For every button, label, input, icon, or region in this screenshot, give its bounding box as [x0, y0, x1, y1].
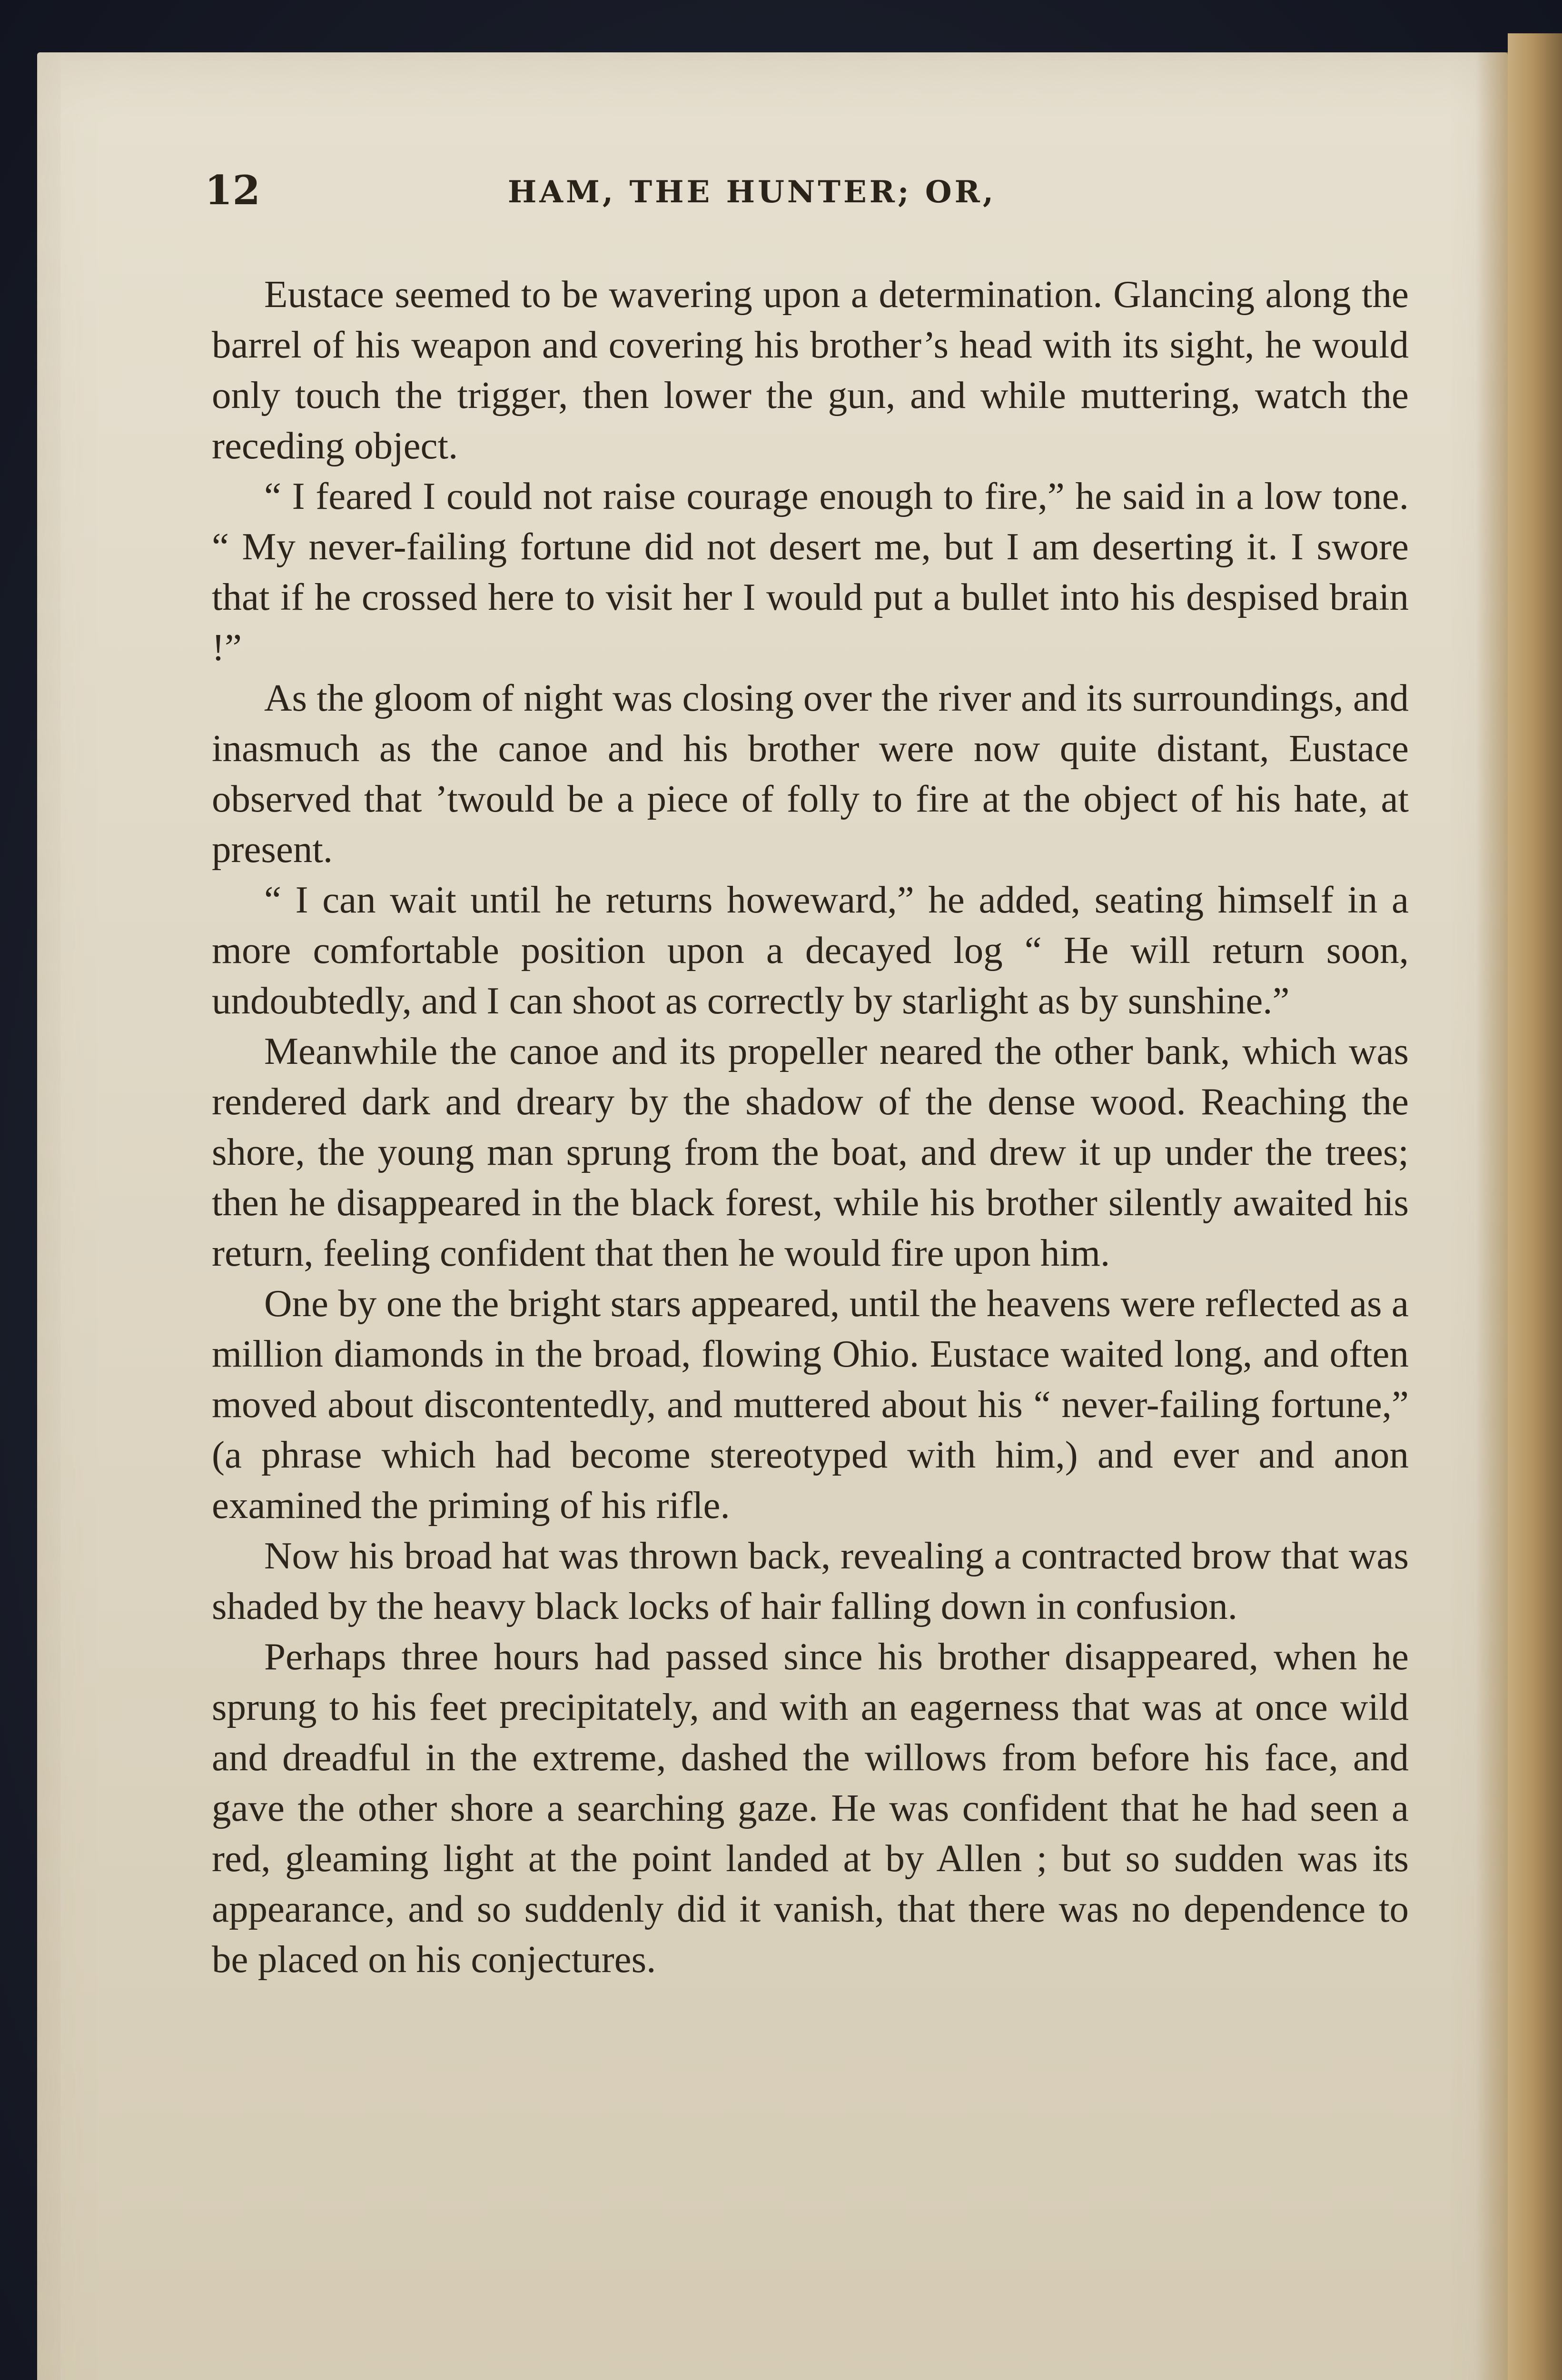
paragraph: Eustace seemed to be wavering upon a determination. Glancing along the barrel of his weapon and covering his brother’s head with its sight, he would only touch the trigger, then lower the gun, and while muttering, watch the receding object.	[212, 273, 1409, 467]
paragraph: Now his broad hat was thrown back, revealing a contracted brow that was shaded by the heavy black locks of hair falling down in confusion.	[212, 1534, 1409, 1627]
paragraph: Meanwhile the canoe and its propeller neared the other bank, which was rendered dark and dreary by the shadow of the dense wood. Reaching the shore, the young man sprung from the boat, and drew it up under the trees; then he disappeared in the black forest, while his brother silently awaited his return, feeling confident that then he would fire upon him.	[212, 1030, 1409, 1274]
running-title: HAM, THE HUNTER; OR,	[507, 174, 997, 210]
page-number: 12	[205, 167, 260, 214]
body-text	[212, 269, 1409, 1984]
book-spine	[1508, 33, 1562, 2380]
page-edge-shadow	[1475, 52, 1508, 2380]
paragraph: As the gloom of night was closing over the river and its surroundings, and inasmuch as the canoe and his brother were now quite distant, Eustace observed that ’twould be a piece of folly to fire at the object of his hate, at present.	[212, 676, 1409, 871]
paragraph: Perhaps three hours had passed since his brother disappeared, when he sprung to his feet precipitately, and with an eagerness that was at once wild and dreadful in the extreme, dashed the willows from before his face, and gave the other shore a searching gaze. He was confident that he had seen a red, gleaming light at the point landed at by Allen ; but so sudden was its appearance, and so suddenly did it vanish, that there was no dependence to be placed on his conjectures.	[212, 1635, 1409, 1981]
running-head	[205, 167, 1299, 219]
paragraph: One by one the bright stars appeared, until the heavens were reflected as a million diamonds in the broad, flowing Ohio. Eustace waited long, and often moved about discontentedly, and muttered about his “ never-failing fortune,” (a phrase which had become stereotyped with him,) and ever and anon examined the priming of his rifle.	[212, 1282, 1409, 1527]
paragraph: “ I can wait until he returns howeward,” he added, seating himself in a more comfortable position upon a decayed log “ He will return soon, undoubtedly, and I can shoot as correctly by starlight as by sunshine.”	[212, 878, 1409, 1022]
paragraph: “ I feared I could not raise courage enough to fire,” he said in a low tone. “ My never-failing fortune did not desert me, but I am deserting it. I swore that if he crossed here to visit her I would put a bullet into his despised brain !”	[212, 475, 1409, 669]
